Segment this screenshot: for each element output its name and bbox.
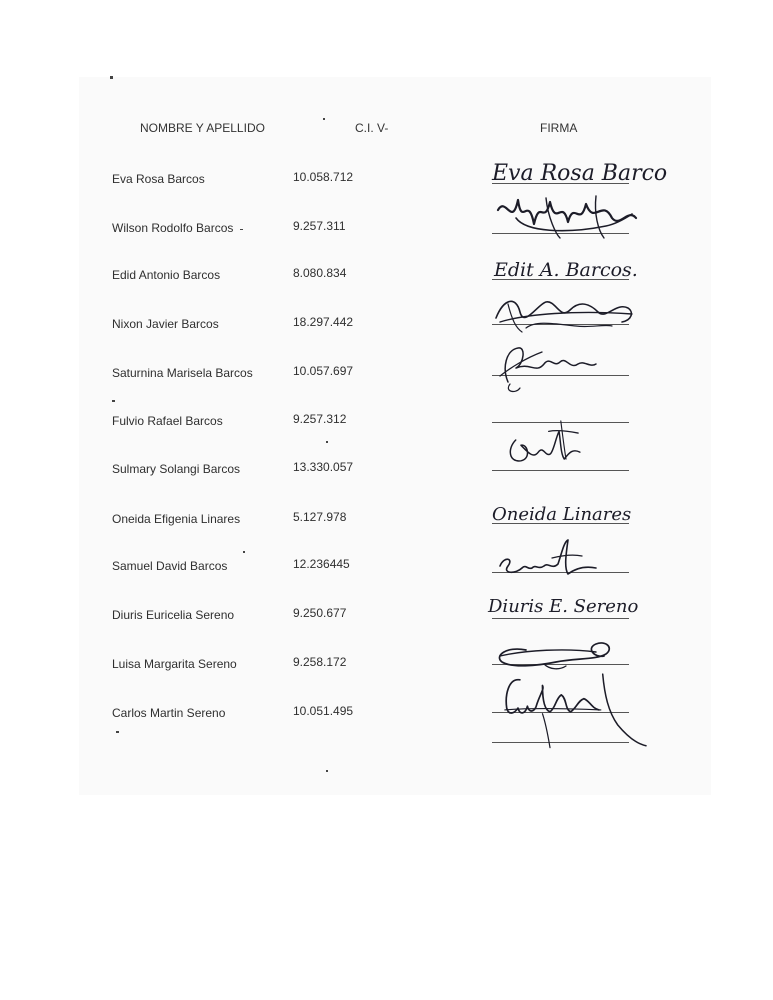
row-name: Saturnina Marisela Barcos [112, 366, 253, 380]
signature-wilson-rodolfo-barcos [486, 188, 646, 240]
row-ci: 10.051.495 [293, 704, 354, 718]
svg-text:Edit A. Barcos.: Edit A. Barcos. [494, 259, 638, 281]
row-ci: 9.258.172 [293, 655, 347, 669]
scan-speck [116, 731, 119, 733]
header-signature: FIRMA [540, 121, 578, 135]
row-name: Sulmary Solangi Barcos [112, 462, 241, 476]
row-ci: 10.058.712 [293, 170, 354, 184]
header-ci: C.I. V- [355, 121, 389, 135]
scan-speck [110, 76, 113, 79]
row-name: Diuris Euricelia Sereno [112, 608, 235, 622]
row-name: Carlos Martin Sereno [112, 706, 226, 720]
svg-text:Diuris E. Sereno: Diuris E. Sereno [488, 596, 639, 617]
signature-samuel-david-barcos [486, 534, 646, 586]
signature-nixon-javier-barcos [486, 284, 646, 336]
row-ci: 10.057.697 [293, 364, 354, 378]
row-ci: 9.257.311 [293, 219, 346, 233]
row-name: Wilson Rodolfo Barcos [112, 221, 234, 235]
header-name: NOMBRE Y APELLIDO [140, 121, 265, 135]
svg-text:Oneida Linares: Oneida Linares [492, 504, 632, 525]
signature-line [492, 470, 629, 471]
scan-speck [323, 118, 325, 120]
row-name: Samuel David Barcos [112, 559, 228, 573]
scan-speck [326, 770, 328, 772]
row-name: Eva Rosa Barcos [112, 172, 205, 186]
row-ci: 8.080.834 [293, 266, 347, 280]
scan-speck [240, 229, 243, 230]
row-name: Nixon Javier Barcos [112, 317, 219, 331]
row-name: Fulvio Rafael Barcos [112, 414, 223, 428]
row-ci: 9.250.677 [293, 606, 347, 620]
signature-saturnina-marisela-barcos [486, 338, 646, 390]
row-ci: 5.127.978 [293, 510, 347, 524]
scan-speck [112, 400, 115, 402]
row-ci: 13.330.057 [293, 460, 354, 474]
svg-text:Eva Rosa Barco: Eva Rosa Barco [492, 161, 668, 186]
row-ci: 12.236445 [293, 557, 350, 571]
signature-carlos-martin-sereno [486, 664, 646, 754]
row-name: Edid Antonio Barcos [112, 268, 221, 282]
scan-speck [326, 441, 328, 443]
row-name: Luisa Margarita Sereno [112, 657, 237, 671]
scan-speck [243, 551, 245, 553]
signature-fulvio-sulmary-barcos [486, 414, 646, 466]
row-name: Oneida Efigenia Linares [112, 512, 241, 526]
row-ci: 9.257.312 [293, 412, 347, 426]
row-ci: 18.297.442 [293, 315, 354, 329]
